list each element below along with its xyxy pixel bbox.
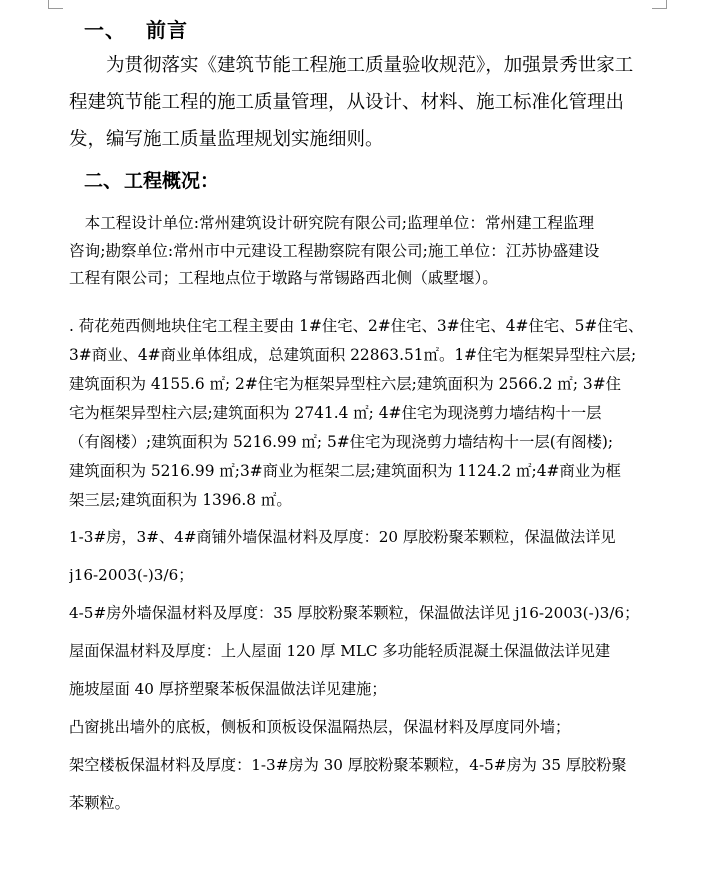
- paragraph-line: 架三层;建筑面积为 1396.8 ㎡。: [69, 491, 292, 509]
- paragraph-line: 宅为框架异型柱六层;建筑面积为 2741.4 ㎡; 4#住宅为现浇剪力墙结构十一层: [69, 404, 602, 422]
- section-heading-overview: [84, 166, 219, 193]
- paragraph-line: 3#商业、4#商业单体组成，总建筑面积 22863.51㎡。1#住宅为框架异型柱六层;: [69, 346, 637, 364]
- paragraph-line: 屋面保温材料及厚度：上人屋面 120 厚 MLC 多功能轻质混凝土保温做法详见建: [69, 642, 611, 660]
- paragraph-line: 苯颗粒。: [69, 794, 130, 812]
- paragraph-line: j16-2003(-)3/6；: [69, 566, 194, 584]
- insulation-item-bay-window: [69, 708, 649, 746]
- paragraph-line: （有阁楼）;建筑面积为 5216.99 ㎡; 5#住宅为现浇剪力墙结构十一层(有阁楼);: [69, 433, 614, 451]
- paragraph-line: 本工程设计单位:常州建筑设计研究院有限公司;监理单位：常州建工程监理: [69, 214, 595, 232]
- preface-paragraph: [69, 52, 649, 163]
- paragraph-line: 程建筑节能工程的施工质量管理，从设计、材料、施工标准化管理出: [69, 92, 625, 113]
- paragraph-line: 工程有限公司；工程地点位于墩路与常锡路西北侧（戚墅堰）。: [69, 269, 498, 287]
- paragraph-line: . 荷花苑西侧地块住宅工程主要由 1#住宅、2#住宅、3#住宅、4#住宅、5#住宅、: [69, 317, 644, 335]
- section-heading-preface: [84, 14, 188, 43]
- section-title: 前言: [146, 18, 188, 42]
- paragraph-line: 建筑面积为 4155.6 ㎡; 2#住宅为框架异型柱六层;建筑面积为 2566.2 ㎡; 3#住: [69, 375, 621, 393]
- paragraph-line: 1-3#房，3#、4#商铺外墙保温材料及厚度：20 厚胶粉聚苯颗粒，保温做法详见: [69, 528, 616, 546]
- insulation-item-floor-slab: [69, 746, 649, 822]
- project-description-paragraph: [69, 312, 649, 515]
- paragraph-line: 4-5#房外墙保温材料及厚度：35 厚胶粉聚苯颗粒，保温做法详见 j16-2003(-)3/6；: [69, 604, 640, 622]
- section-number: 二、: [84, 170, 123, 192]
- paragraph-line: 发，编写施工质量监理规划实施细则。: [69, 129, 384, 150]
- paragraph-line: 咨询;勘察单位:常州市中元建设工程勘察院有限公司;施工单位：江苏协盛建设: [69, 241, 600, 260]
- paragraph-line: 架空楼板保温材料及厚度：1-3#房为 30 厚胶粉聚苯颗粒，4-5#房为 35 厚胶粉聚: [69, 756, 627, 774]
- paragraph-line: 施坡屋面 40 厚挤塑聚苯板保温做法详见建施；: [69, 680, 387, 698]
- paragraph-line: 建筑面积为 5216.99 ㎡;3#商业为框架二层;建筑面积为 1124.2 ㎡;4#商业为框: [69, 462, 621, 480]
- insulation-item-wall-4-5: [69, 594, 649, 632]
- section-number: 一、: [84, 18, 126, 42]
- page-corner-mark-right: [652, 0, 667, 9]
- section-title: 工程概况：: [124, 170, 220, 192]
- insulation-item-wall-1-3: [69, 518, 649, 594]
- paragraph-line: 凸窗挑出墙外的底板，侧板和顶板设保温隔热层，保温材料及厚度同外墙；: [69, 718, 571, 736]
- paragraph-line: 为贯彻落实《建筑节能工程施工质量验收规范》，加强景秀世家工: [69, 55, 634, 76]
- insulation-item-roof: [69, 632, 649, 708]
- page-corner-mark-left: [48, 0, 63, 9]
- overview-paragraph: [69, 210, 649, 293]
